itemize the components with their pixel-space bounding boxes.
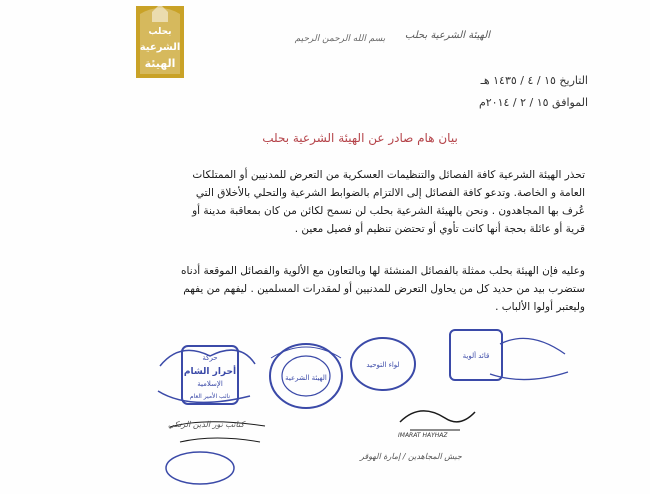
ahrar-line4: نائب الأمير العام — [189, 393, 231, 400]
imarat-label: IMARAT HAYHAZ — [398, 432, 448, 439]
organization-name-header: الهيئة الشرعية بحلب — [404, 30, 491, 41]
tawhid-stamp — [348, 334, 418, 394]
nour-signature — [165, 412, 275, 452]
body-paragraph-2: وعليه فإن الهيئة بحلب ممثلة بالفصائل المنشئة لها وبالتعاون مع الألوية والفصائل الموقعة أدناه ستضرب بيد من حديد كل من يحاول التعرض للمدنيين أو لمقدرات المسلمين . ليفهم من يفهم وليعتبر أولوا الألباب . — [181, 265, 585, 313]
round-seal-text: الهيئة الشرعية — [285, 374, 327, 382]
bottom-left-stamp — [160, 448, 240, 488]
nour-label: كتائب نور الدين الزنكي — [168, 420, 245, 429]
gregorian-date: الموافق ١٥ / ٢ / ٢٠١٤م — [478, 96, 588, 109]
body-paragraph-1: تحذر الهيئة الشرعية كافة الفصائل والتنظيمات العسكرية من التعرض للمدنيين أو الممتلكات العامة و الخاصة. وتدعو كافة الفصائل إلى الالتزام بالضوابط الشرعية والتحلي بالأخلاق التي عُرف بها المجاهدون . ونحن بالهيئة الشرعية بحلب لن نسمح لكائن من كان بمعاقبة مدينة أو قرية أو عائلة بحجة أنها كانت تأوي أو تحتضن تنظيم أو فصيل معين . — [192, 169, 585, 235]
right-commander-stamp — [430, 324, 570, 394]
ahrar-line3: الإسلامية — [197, 380, 223, 388]
organization-logo — [118, 4, 202, 80]
basmala-header: بسم الله الرحمن الرحيم — [294, 34, 386, 44]
svg-text:بحلب: بحلب — [148, 27, 172, 37]
tawhid-seal-text: لواء التوحيد — [366, 361, 400, 369]
ahrar-al-sham-stamp — [150, 336, 260, 416]
jaysh-label: جيش المجاهدين / إمارة الهوقر — [360, 452, 462, 461]
round-sharia-stamp — [266, 340, 346, 412]
ahrar-line2: أحرار الشام — [183, 367, 237, 377]
statement-title: بيان هام صادر عن الهيئة الشرعية بحلب — [262, 131, 458, 145]
ahrar-line1: حركة — [202, 354, 218, 362]
hijri-date: التاريخ ١٥ / ٤ / ١٤٣٥ هـ — [480, 74, 588, 87]
svg-text:الشرعية: الشرعية — [139, 42, 181, 53]
right-seal-text: قائد ألوية — [462, 352, 490, 360]
svg-text:الهيئة: الهيئة — [144, 57, 176, 70]
